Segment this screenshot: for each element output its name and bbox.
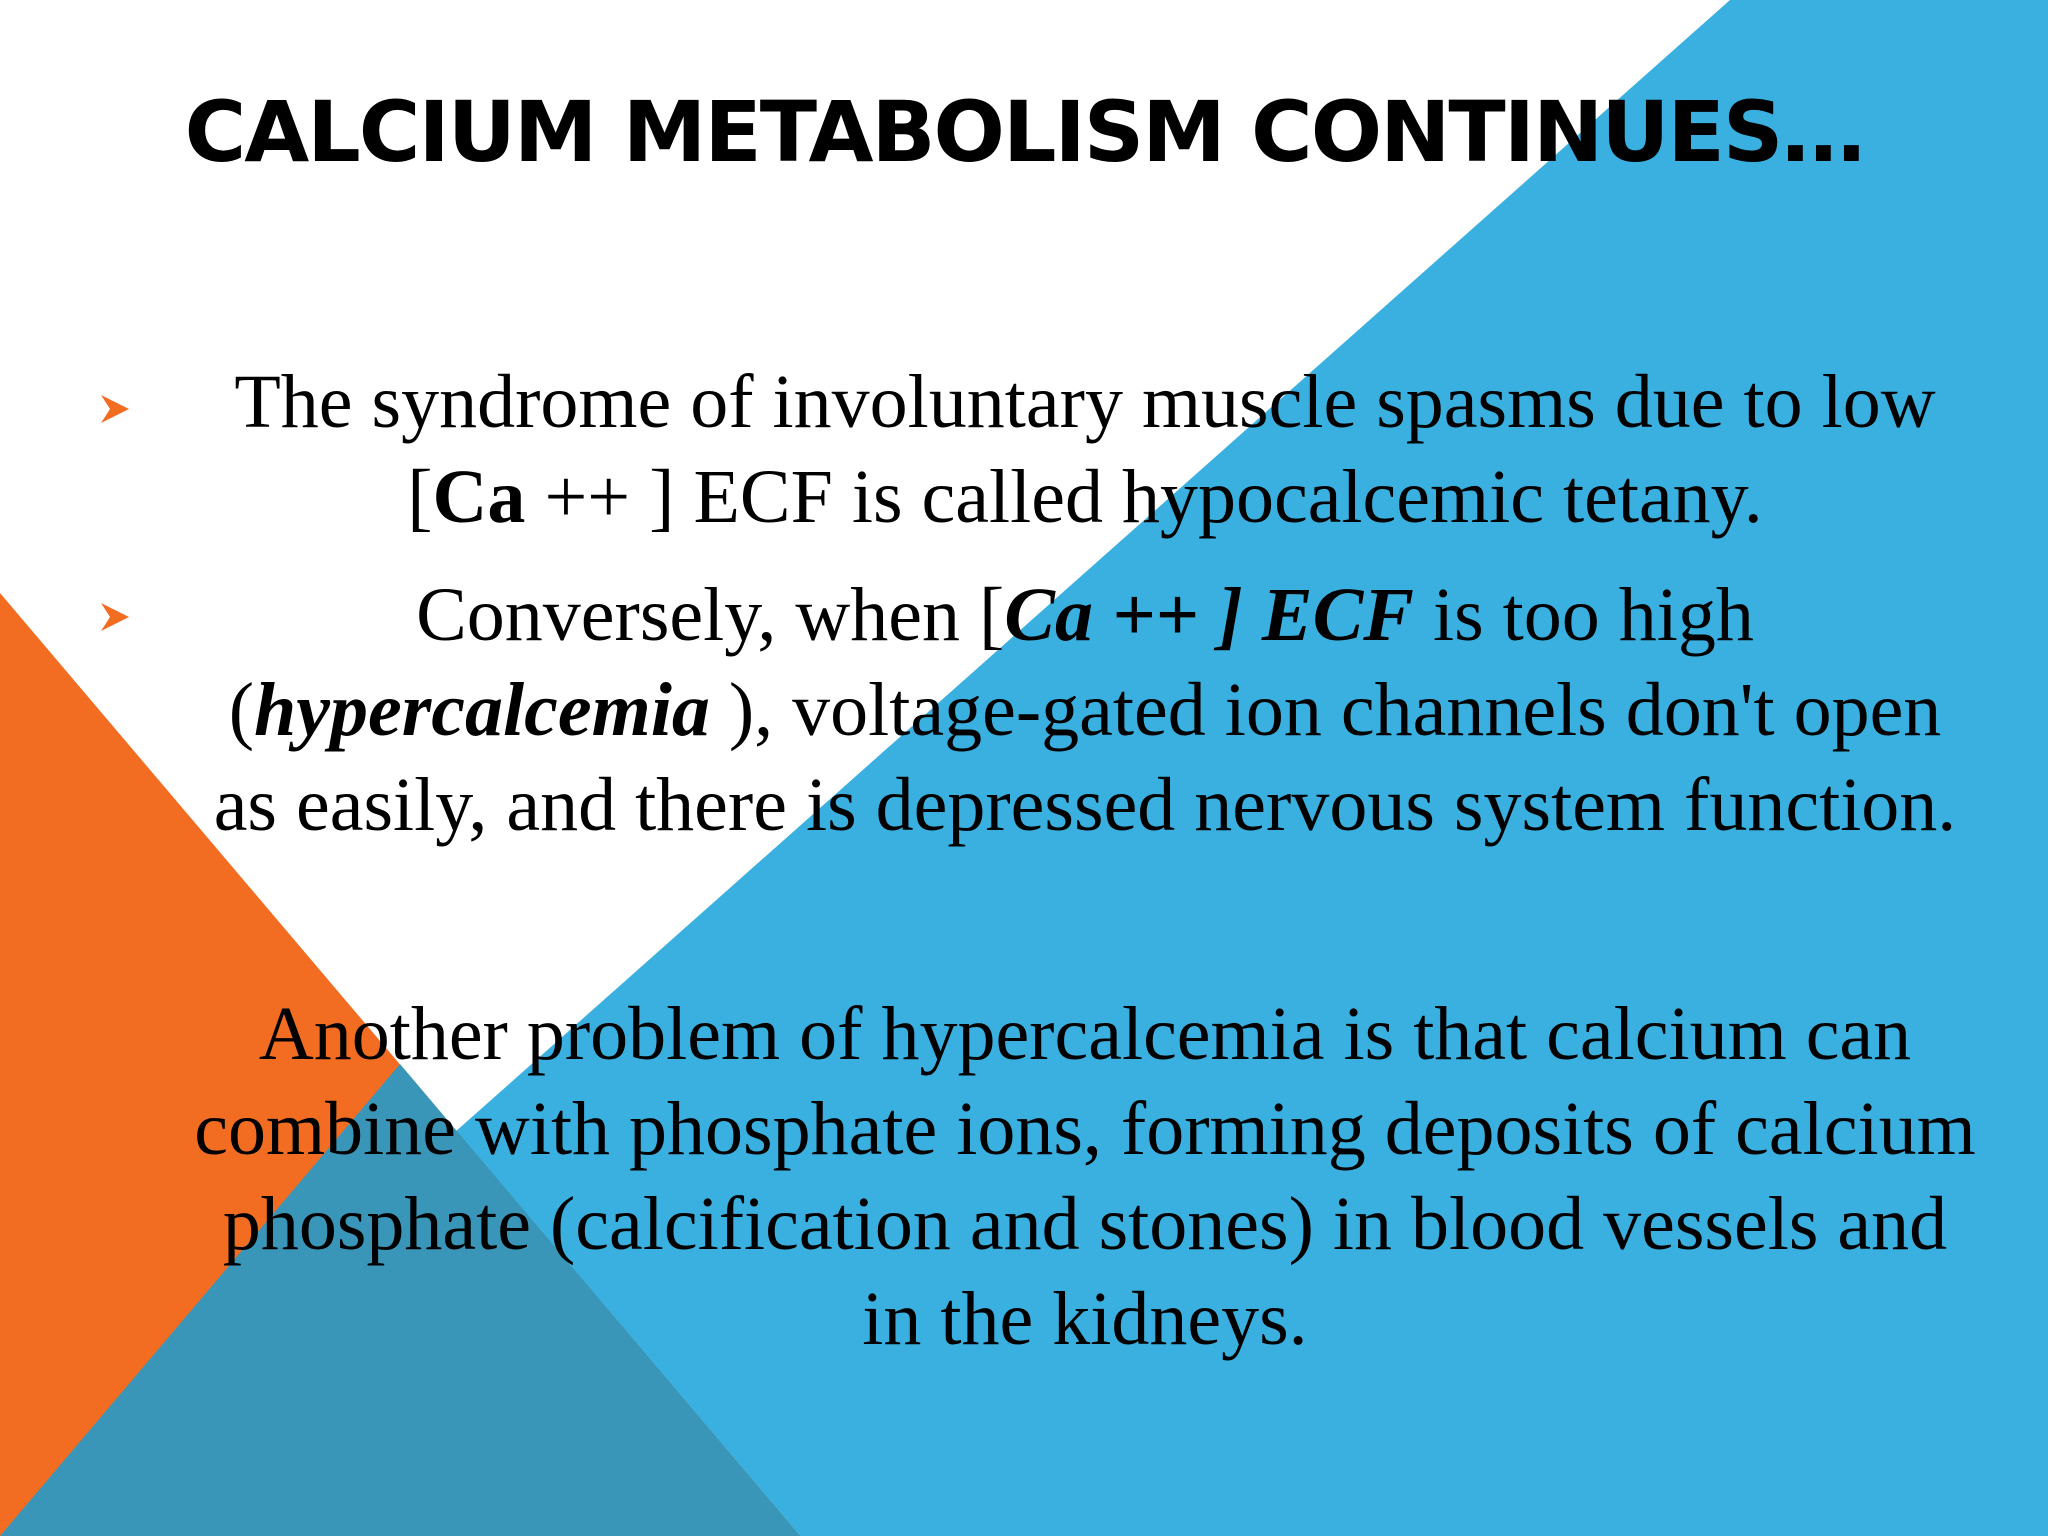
bullet-item-2: [190, 568, 1980, 853]
arrowhead-bullet-icon: [98, 392, 132, 426]
bullet-2-text-bold-italic-a: Ca ++ ] ECF: [1004, 573, 1414, 657]
bullet-2-text-b: is too high (: [228, 573, 1754, 752]
bullet-item-1: [190, 355, 1980, 545]
slide-title: CALCIUM METABOLISM CONTINUES…: [184, 83, 1864, 181]
hypercalcemia-paragraph: Another problem of hypercalcemia is that calcium can combine with phosphate ions, forming deposits of calcium phosphate (calcification and stones) in blood vessels and in the kidneys.: [194, 992, 1976, 1361]
bullet-2-text-bold-italic-b: hypercalcemia: [254, 668, 710, 752]
bullet-1-text-bold: Ca: [432, 455, 526, 539]
bullet-2-text-a: Conversely, when [: [416, 573, 1005, 657]
bullet-1-text-a: The syndrome of involuntary muscle spasms due to low [: [234, 360, 1936, 539]
bullet-2-text-c: ), voltage-gated ion channels don't open as easily, and there is depressed nervous system function.: [213, 668, 1957, 847]
bullet-1-text-b: ++ ] ECF is called hypocalcemic tetany.: [525, 455, 1763, 539]
arrowhead-bullet-icon: [98, 600, 132, 634]
